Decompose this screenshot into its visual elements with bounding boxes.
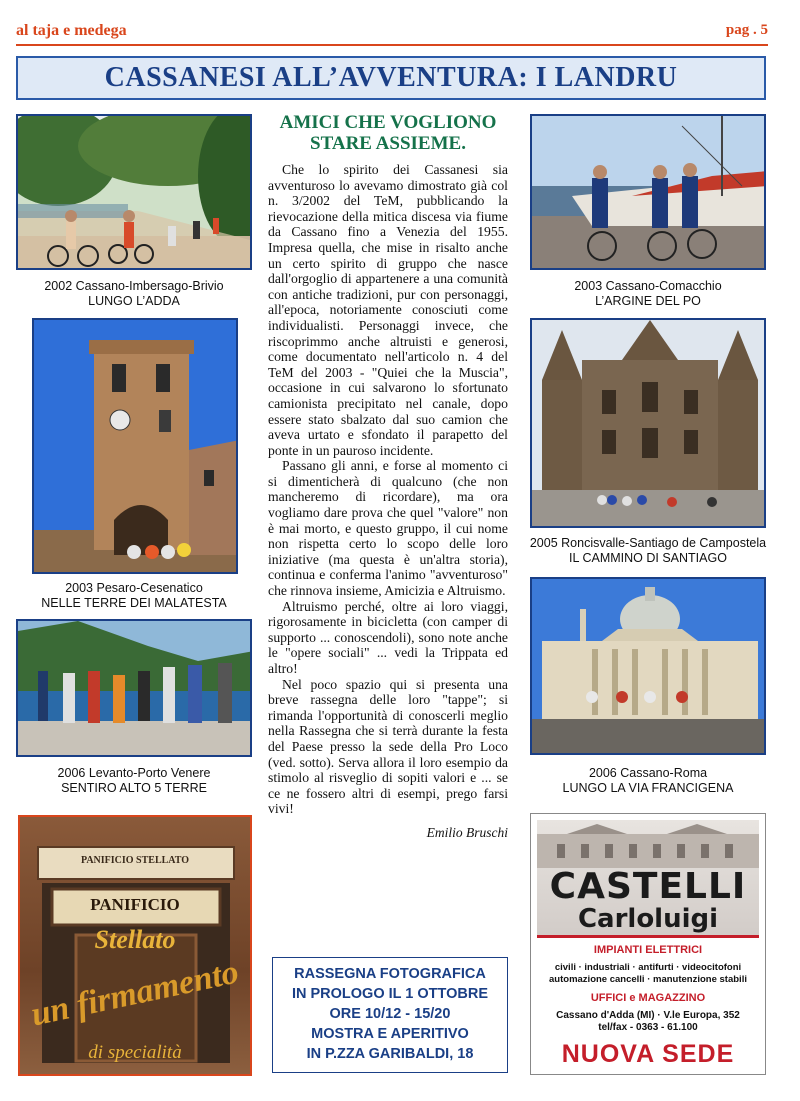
castelli-banner xyxy=(537,820,759,938)
castelli-logo-line2: Carloluigi xyxy=(577,904,719,934)
photo-comacchio xyxy=(530,114,766,270)
article-paragraph: Nel poco spazio qui si presenta una breve rassegna delle loro "tappe"; si rimanda l'opportunità di conoscerli meglio nella Rassegna che si terrà durante la festa del Paese presso la sede della Pro Loco (ved. sotto). Serva allora il loro esempio da stimolo al risveglio di sopiti valori e ... se ce ne fossero altri di esempi, prego farsi vivi! xyxy=(268,676,508,817)
page-header xyxy=(16,20,768,46)
photo-levanto xyxy=(16,619,252,757)
castelli-service-title: IMPIANTI ELETTRICI xyxy=(593,944,703,956)
article-heading: AMICI CHE VOGLIONO STARE ASSIEME. xyxy=(279,112,497,154)
panificio-sign-main: PANIFICIO xyxy=(90,895,180,914)
magazine-name: al taja e medega xyxy=(16,22,127,39)
castelli-offices-title: UFFICI e MAGAZZINO xyxy=(590,992,706,1004)
article xyxy=(268,112,508,841)
article-paragraph: Passano gli anni, e forse al momento ci si dimenticherà di qualcuno (che non mancheremo di ricordare), ma ora vogliamo dare prova che quel "valore" non è mai morto, e questo gruppo, il cui nome non rispetta certo lo scopo delle loro iniziative (ma questa è un'altra storia), continua e conferma l'animo "avventuroso" che rinnova insieme, Amicizia e Altruismo. xyxy=(268,458,508,599)
rassegna-line: IN PROLOGO IL 1 OTTOBRE xyxy=(291,986,489,1002)
page-number: pag . 5 xyxy=(725,22,768,38)
rassegna-line: ORE 10/12 - 15/20 xyxy=(329,1006,451,1022)
castelli-phone: tel/fax - 0363 - 61.100 xyxy=(598,1022,698,1033)
article-paragraph: Altruismo perché, oltre ai loro viaggi, rigorosamente in bicicletta (con camper di supporto ... conoscendoli), sono note anche le "opere sociali" ... vedi la Trippata ed altro! xyxy=(268,598,508,676)
photo-pesaro xyxy=(32,318,238,574)
castelli-logo-line1: CASTELLI xyxy=(549,866,747,907)
panificio-sign-small: PANIFICIO STELLATO xyxy=(80,855,190,866)
caption-roma: 2006 Cassano-Roma LUNGO LA VIA FRANCIGENA xyxy=(562,766,734,795)
article-paragraph: Che lo spirito dei Cassanesi sia avventuroso lo avevamo dimostrato già col n. 3/2002 del TeM, pubblicando la rievocazione della mitica discesa via fiume da Cassano fino a Venezia del 1955. Impresa quella, che mise in risalto anche un certo spirito di gruppo che nasce dall'orgoglio di appartenere a una comunità con antiche tradizioni, pur con personaggi, all'epoca, notoriamente conosciuti come individualisti. Personaggi invece, che riscoprimmo anche altruisti e generosi, come documentato nell'articolo n. 4 del TeM del 2003 - "Quiei che la Muscia", occasione in cui salvarono lo sfortunato camionista precipitato nel canale, dopo essere stato sbalzato dal suo camion che aveva urtato e sfondato il parapetto del ponte in un pauroso incidente. xyxy=(268,162,508,458)
castelli-new-site: NUOVA SEDE xyxy=(561,1040,735,1068)
photo-roma xyxy=(530,577,766,755)
rassegna-line: IN P.ZZA GARIBALDI, 18 xyxy=(306,1046,474,1062)
caption-santiago: 2005 Roncisvalle-Santiago de Campostela IL CAMMINO DI SANTIAGO xyxy=(529,536,767,565)
page-title: CASSANESI ALL’AVVENTURA: I LANDRU xyxy=(104,62,678,93)
castelli-services-2: automazione cancelli · manutenzione stabili xyxy=(549,974,747,985)
panificio-arc-text: un firmamento xyxy=(28,953,242,1034)
panificio-name: Stellato xyxy=(94,925,176,954)
castelli-address: Cassano d'Adda (MI) · V.le Europa, 352 xyxy=(556,1010,740,1021)
castelli-ad xyxy=(530,813,766,1075)
rassegna-line: RASSEGNA FOTOGRAFICA xyxy=(294,966,486,982)
caption-levanto: 2006 Levanto-Porto Venere SENTIRO ALTO 5 TERRE xyxy=(57,766,211,795)
photo-santiago xyxy=(530,318,766,528)
caption-adda: 2002 Cassano-Imbersago-Brivio LUNGO L’ADDA xyxy=(44,279,224,308)
article-body xyxy=(268,162,508,817)
title-banner xyxy=(16,56,766,100)
photo-adda xyxy=(16,114,252,270)
caption-pesaro: 2003 Pesaro-Cesenatico NELLE TERRE DEI MALATESTA xyxy=(41,581,227,610)
panificio-tagline: di specialità xyxy=(88,1042,182,1063)
rassegna-line: MOSTRA E APERITIVO xyxy=(311,1026,469,1042)
castelli-services-1: civili · industriali · antifurti · videocitofoni xyxy=(554,962,742,973)
panificio-ad xyxy=(18,815,252,1076)
caption-comacchio: 2003 Cassano-Comacchio L’ARGINE DEL PO xyxy=(574,279,722,308)
rassegna-box xyxy=(272,957,508,1073)
article-author: Emilio Bruschi xyxy=(426,824,508,840)
